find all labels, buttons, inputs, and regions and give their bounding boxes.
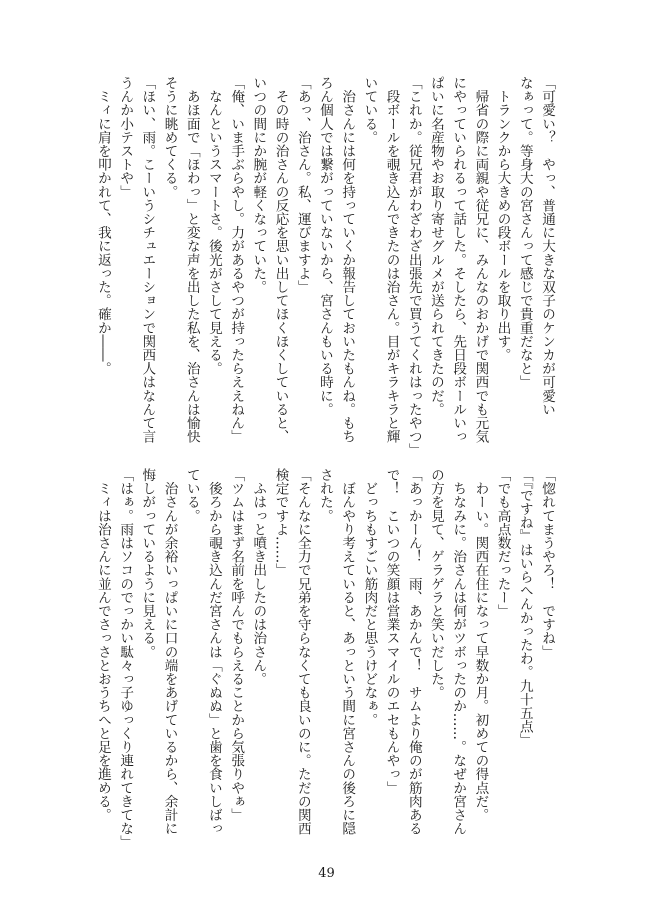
text-line: ふはっと噴き出したのは治さん。 [250, 468, 267, 686]
text-line: なんというスマートさ。後光がさして見える。 [205, 76, 222, 376]
text-line: にやっていられるって話した。そしたら、先日段ボールいっ [450, 76, 467, 444]
text-line: 「ツムはまず名前を呼んでもらえることから気張りやぁ」 [228, 468, 245, 822]
text-line: いている。 [361, 76, 378, 144]
text-line: ぼんやり考えていると、あっという間に宮さんの後ろに隠 [339, 468, 356, 836]
text-line: ちなみに。治さんは何がツボったのか……。なぜか宮さん [450, 468, 467, 836]
text-line: 「はぁ。雨はソコのでっかい駄々っ子ゆっくり連れてきてな」 [117, 468, 134, 849]
text-line: そうに眺めてくる。 [161, 76, 178, 199]
text-line: ろん個人では繋がっていないから、宮さんもいる時に。 [316, 76, 333, 416]
text-line: ミィに肩を叩かれて、我に返った。確か――。 [94, 76, 111, 376]
text-block-upper [82, 76, 558, 457]
text-line: された。 [316, 468, 333, 523]
text-line: あほ面で「ほわっ」と変な声を出した私を、治さんは愉快 [183, 76, 200, 444]
text-line: 「そんなに全力で兄弟を守らなくても良いのに。ただの関西 [294, 468, 311, 836]
text-line: わーい。関西在住になって早数か月。初めての得点だ。 [472, 468, 489, 822]
text-line: ミィは治さんに並んでさっさとおうちへと足を進める。 [94, 468, 111, 822]
text-line: 「これか。従兄君がわざわざ出張先で買うてくれはったやつ」 [405, 76, 422, 457]
text-line: 治さんには何を持っていくか報告しておいたもんね。もち [339, 76, 356, 444]
text-line: 「あっかーん！ 雨、あかんで！ サムより俺のが筋肉ある [405, 468, 422, 836]
text-line: ている。 [183, 468, 200, 523]
text-line: ぱいに名産物やお取り寄せグルメが送られてきたのだ。 [427, 76, 444, 416]
text-line: 「『ですね』はいらへんかったわ。九十五点」 [516, 468, 533, 747]
page-number: 49 [318, 866, 335, 881]
text-block-lower [94, 468, 558, 849]
text-line: どっちもすごい筋肉だと思うけどなぁ。 [361, 468, 378, 727]
text-line: で！ こいつの笑顔は営業スマイルのエセもんやっ」 [383, 468, 400, 795]
text-line: 帰省の際に両親や従兄に、みんなのおかげで関西でも元気 [472, 76, 489, 444]
text-line: 「ほい、雨。こーいうシチュエーションで関西人はなんて言 [139, 76, 156, 444]
text-line: トランクから大きめの段ボールを取り出す。 [494, 76, 511, 362]
text-line: 検定ですよ……」 [272, 468, 289, 577]
text-line: 後ろから覗き込んだ宮さんは「ぐぬぬ」と歯を食いしばっ [205, 468, 222, 836]
text-line: の方を見て、ゲラゲラと笑いだした。 [427, 468, 444, 700]
text-line: 治さんが余裕いっぱいに口の端をあげているから、余計に [161, 468, 178, 836]
text-line: うんか小テストや」 [117, 76, 134, 199]
text-line: その時の治さんの反応を思い出してほくほくしていると、 [272, 76, 289, 444]
text-line: 「でも高点数だったー」 [494, 468, 511, 618]
text-line: 悔しがっているように見える。 [139, 468, 156, 659]
text-line: 「可愛い？ やっ、普通に大きな双子のケンカが可愛い [539, 76, 555, 416]
text-line: 「あっ、治さん。私、運びますよ」 [294, 76, 311, 294]
text-line: 段ボールを覗き込んできたのは治さん。目がキラキラと輝 [383, 76, 400, 444]
text-line: なぁって。等身大の宮さんって感じで貴重だなと」 [516, 76, 533, 389]
text-line: いつの間にか腕が軽くなっていた。 [250, 76, 267, 294]
text-line: 「惚れてまうやろ！ ですね」 [539, 468, 555, 659]
text-line: 「俺、いま手ぶらやし。力があるやつが持ったらええねん」 [228, 76, 245, 444]
